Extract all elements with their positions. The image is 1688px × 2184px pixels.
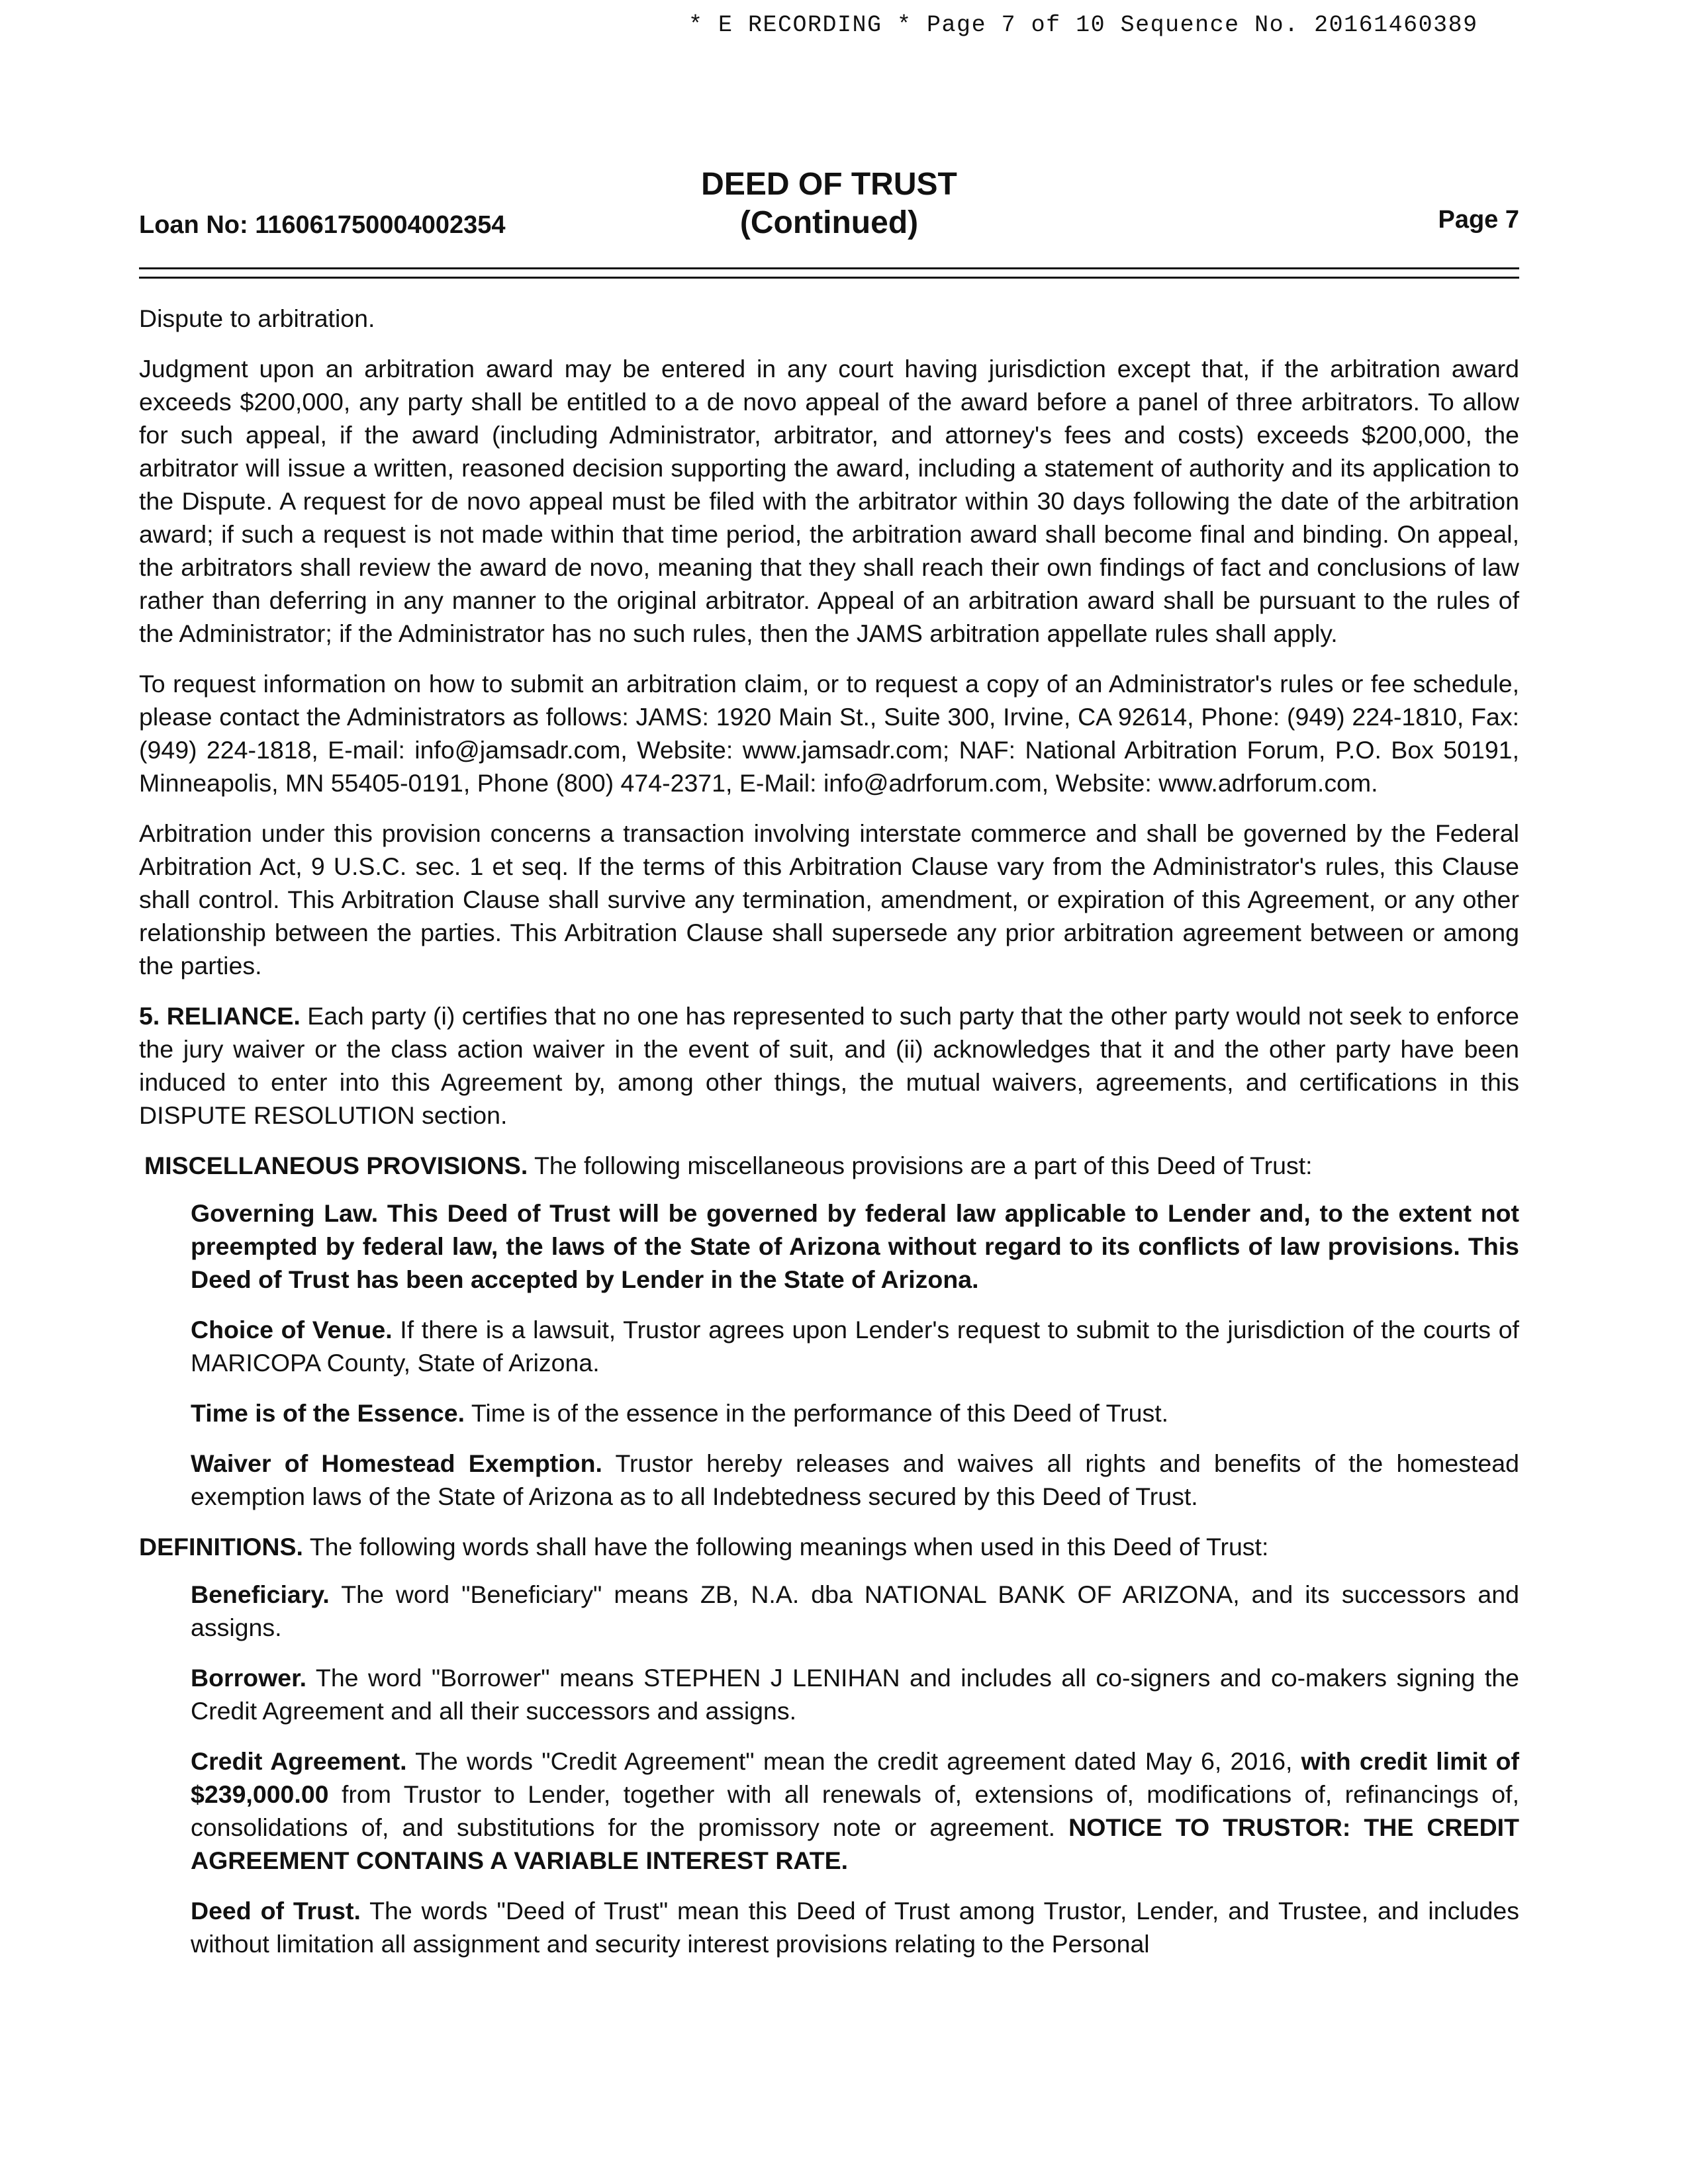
section-definitions xyxy=(139,1530,1519,1563)
homestead-heading: Waiver of Homestead Exemption. xyxy=(191,1449,602,1477)
document-title: DEED OF TRUST xyxy=(701,167,957,202)
deed-text: The words "Deed of Trust" mean this Deed of Trust among Trustor, Lender, and Trustee, and includes without limitation all assignment and security interest provisions relating to the Personal xyxy=(191,1897,1520,1958)
beneficiary-heading: Beneficiary. xyxy=(191,1580,330,1608)
misc-heading: MISCELLANEOUS PROVISIONS. xyxy=(144,1152,528,1179)
loan-number: Loan No: 116061750004002354 xyxy=(139,211,506,239)
recording-stamp: * E RECORDING * Page 7 of 10 Sequence No. 20161460389 xyxy=(688,12,1478,38)
time-text: Time is of the essence in the performance of this Deed of Trust. xyxy=(471,1399,1169,1427)
misc-text: The following miscellaneous provisions are a part of this Deed of Trust: xyxy=(534,1152,1313,1179)
document-title-block xyxy=(139,165,1519,242)
credit-notice: NOTICE TO TRUSTOR: THE CREDIT AGREEMENT CONTAINS A VARIABLE INTEREST RATE. xyxy=(191,1813,1519,1874)
definitions-list xyxy=(191,1578,1519,1960)
credit-limit: with credit limit of $239,000.00 xyxy=(191,1747,1520,1808)
provision-homestead xyxy=(191,1447,1519,1513)
paragraph-dispute: Dispute to arbitration. xyxy=(139,304,375,332)
gov-law-text: This Deed of Trust will be governed by federal law applicable to Lender and, to the extent not preempted by federal law, the laws of the State of Arizona without regard to its conflicts of law provisions. This Deed of Trust has been accepted by Lender in the State of Arizona. xyxy=(191,1199,1519,1293)
borrower-text: The word "Borrower" means STEPHEN J LENIHAN and includes all co-signers and co-makers signing the Credit Agreement and all their successors and assigns. xyxy=(191,1664,1519,1725)
venue-heading: Choice of Venue. xyxy=(191,1316,393,1343)
paragraph-interstate: Arbitration under this provision concerns a transaction involving interstate commerce and shall be governed by the Federal Arbitration Act, 9 U.S.C. sec. 1 et seq. If the terms of this Arbitration Clause vary from the Administrator's rules, this Clause shall control. This Arbitration Clause shall survive any termination, amendment, or expiration of this Agreement, or any other relationship between the parties. This Arbitration Clause shall supersede any prior arbitration agreement between or among the parties. xyxy=(139,819,1519,979)
definition-credit-agreement xyxy=(191,1745,1519,1877)
definition-beneficiary xyxy=(191,1578,1519,1644)
document-subtitle: (Continued) xyxy=(739,205,919,240)
header-rule-top xyxy=(139,267,1519,269)
definition-borrower xyxy=(191,1661,1519,1727)
section-miscellaneous xyxy=(139,1149,1519,1182)
provision-time-essence xyxy=(191,1396,1519,1430)
paragraph-judgment: Judgment upon an arbitration award may be entered in any court having jurisdiction except that, if the arbitration award exceeds $200,000, any party shall be entitled to a de novo appeal of the award before a panel of three arbitrators. To allow for such appeal, if the award (including Administrator, arbitrator, and attorney's fees and costs) exceeds $200,000, the arbitrator will issue a written, reasoned decision supporting the award, including a statement of authority and its application to the Dispute. A request for de novo appeal must be filed with the arbitrator within 30 days following the date of the arbitration award; if such a request is not made within that time period, the arbitration award shall become final and binding. On appeal, the arbitrators shall review the award de novo, meaning that they shall reach their own findings of fact and conclusions of law rather than deferring in any manner to the original arbitrator. Appeal of an arbitration award shall be pursuant to the rules of the Administrator; if the Administrator has no such rules, then the JAMS arbitration appellate rules shall apply. xyxy=(139,355,1519,647)
venue-text: If there is a lawsuit, Trustor agrees upon Lender's request to submit to the jurisdiction of the courts of MARICOPA County, State of Arizona. xyxy=(191,1316,1519,1377)
homestead-text: Trustor hereby releases and waives all rights and benefits of the homestead exemption laws of the State of Arizona as to all Indebtedness secured by this Deed of Trust. xyxy=(191,1449,1519,1510)
provision-governing-law xyxy=(191,1197,1519,1296)
borrower-heading: Borrower. xyxy=(191,1664,307,1692)
header-rule-bottom xyxy=(139,277,1519,279)
reliance-heading: 5. RELIANCE. xyxy=(139,1002,301,1030)
defs-text: The following words shall have the following meanings when used in this Deed of Trust: xyxy=(309,1533,1269,1561)
beneficiary-text: The word "Beneficiary" means ZB, N.A. dba NATIONAL BANK OF ARIZONA, and its successors and assigns. xyxy=(191,1580,1519,1641)
provision-choice-of-venue xyxy=(191,1313,1519,1379)
credit-text-1: The words "Credit Agreement" mean the credit agreement dated May 6, 2016, xyxy=(415,1747,1293,1775)
page-header xyxy=(139,165,1519,245)
section-reliance xyxy=(139,999,1519,1132)
document-body xyxy=(139,302,1519,1978)
misc-provisions-list xyxy=(191,1197,1519,1513)
page-number: Page 7 xyxy=(1438,206,1519,234)
reliance-text: Each party (i) certifies that no one has represented to such party that the other party would not seek to enforce the jury waiver or the class action waiver in the event of suit, and (ii) acknowledges that it and the other party have been induced to enter into this Agreement by, among other things, the mutual waivers, agreements, and certifications in this DISPUTE RESOLUTION section. xyxy=(139,1002,1520,1129)
credit-heading: Credit Agreement. xyxy=(191,1747,407,1775)
definition-deed-of-trust xyxy=(191,1894,1519,1960)
paragraph-request-info: To request information on how to submit an arbitration claim, or to request a copy of an Administrator's rules or fee schedule, please contact the Administrators as follows: JAMS: 1920 Main St., Suite 300, Irvine, CA 92614, Phone: (949) 224-1810, Fax: (949) 224-1818, E-mail: info@jamsadr.com, Website: www.jamsadr.com; NAF: National Arbitration Forum, P.O. Box 50191, Minneapolis, MN 55405-0191, Phone (800) 474-2371, E-Mail: info@adrforum.com, Website: www.adrforum.com. xyxy=(139,670,1519,797)
time-heading: Time is of the Essence. xyxy=(191,1399,465,1427)
deed-heading: Deed of Trust. xyxy=(191,1897,361,1925)
gov-law-heading: Governing Law. xyxy=(191,1199,379,1227)
defs-heading: DEFINITIONS. xyxy=(139,1533,303,1561)
credit-text-2: from Trustor to Lender, together with all renewals of, extensions of, modifications of, refinancings of, consolidations of, and substitutions for the promissory note or agreement. xyxy=(191,1780,1520,1841)
